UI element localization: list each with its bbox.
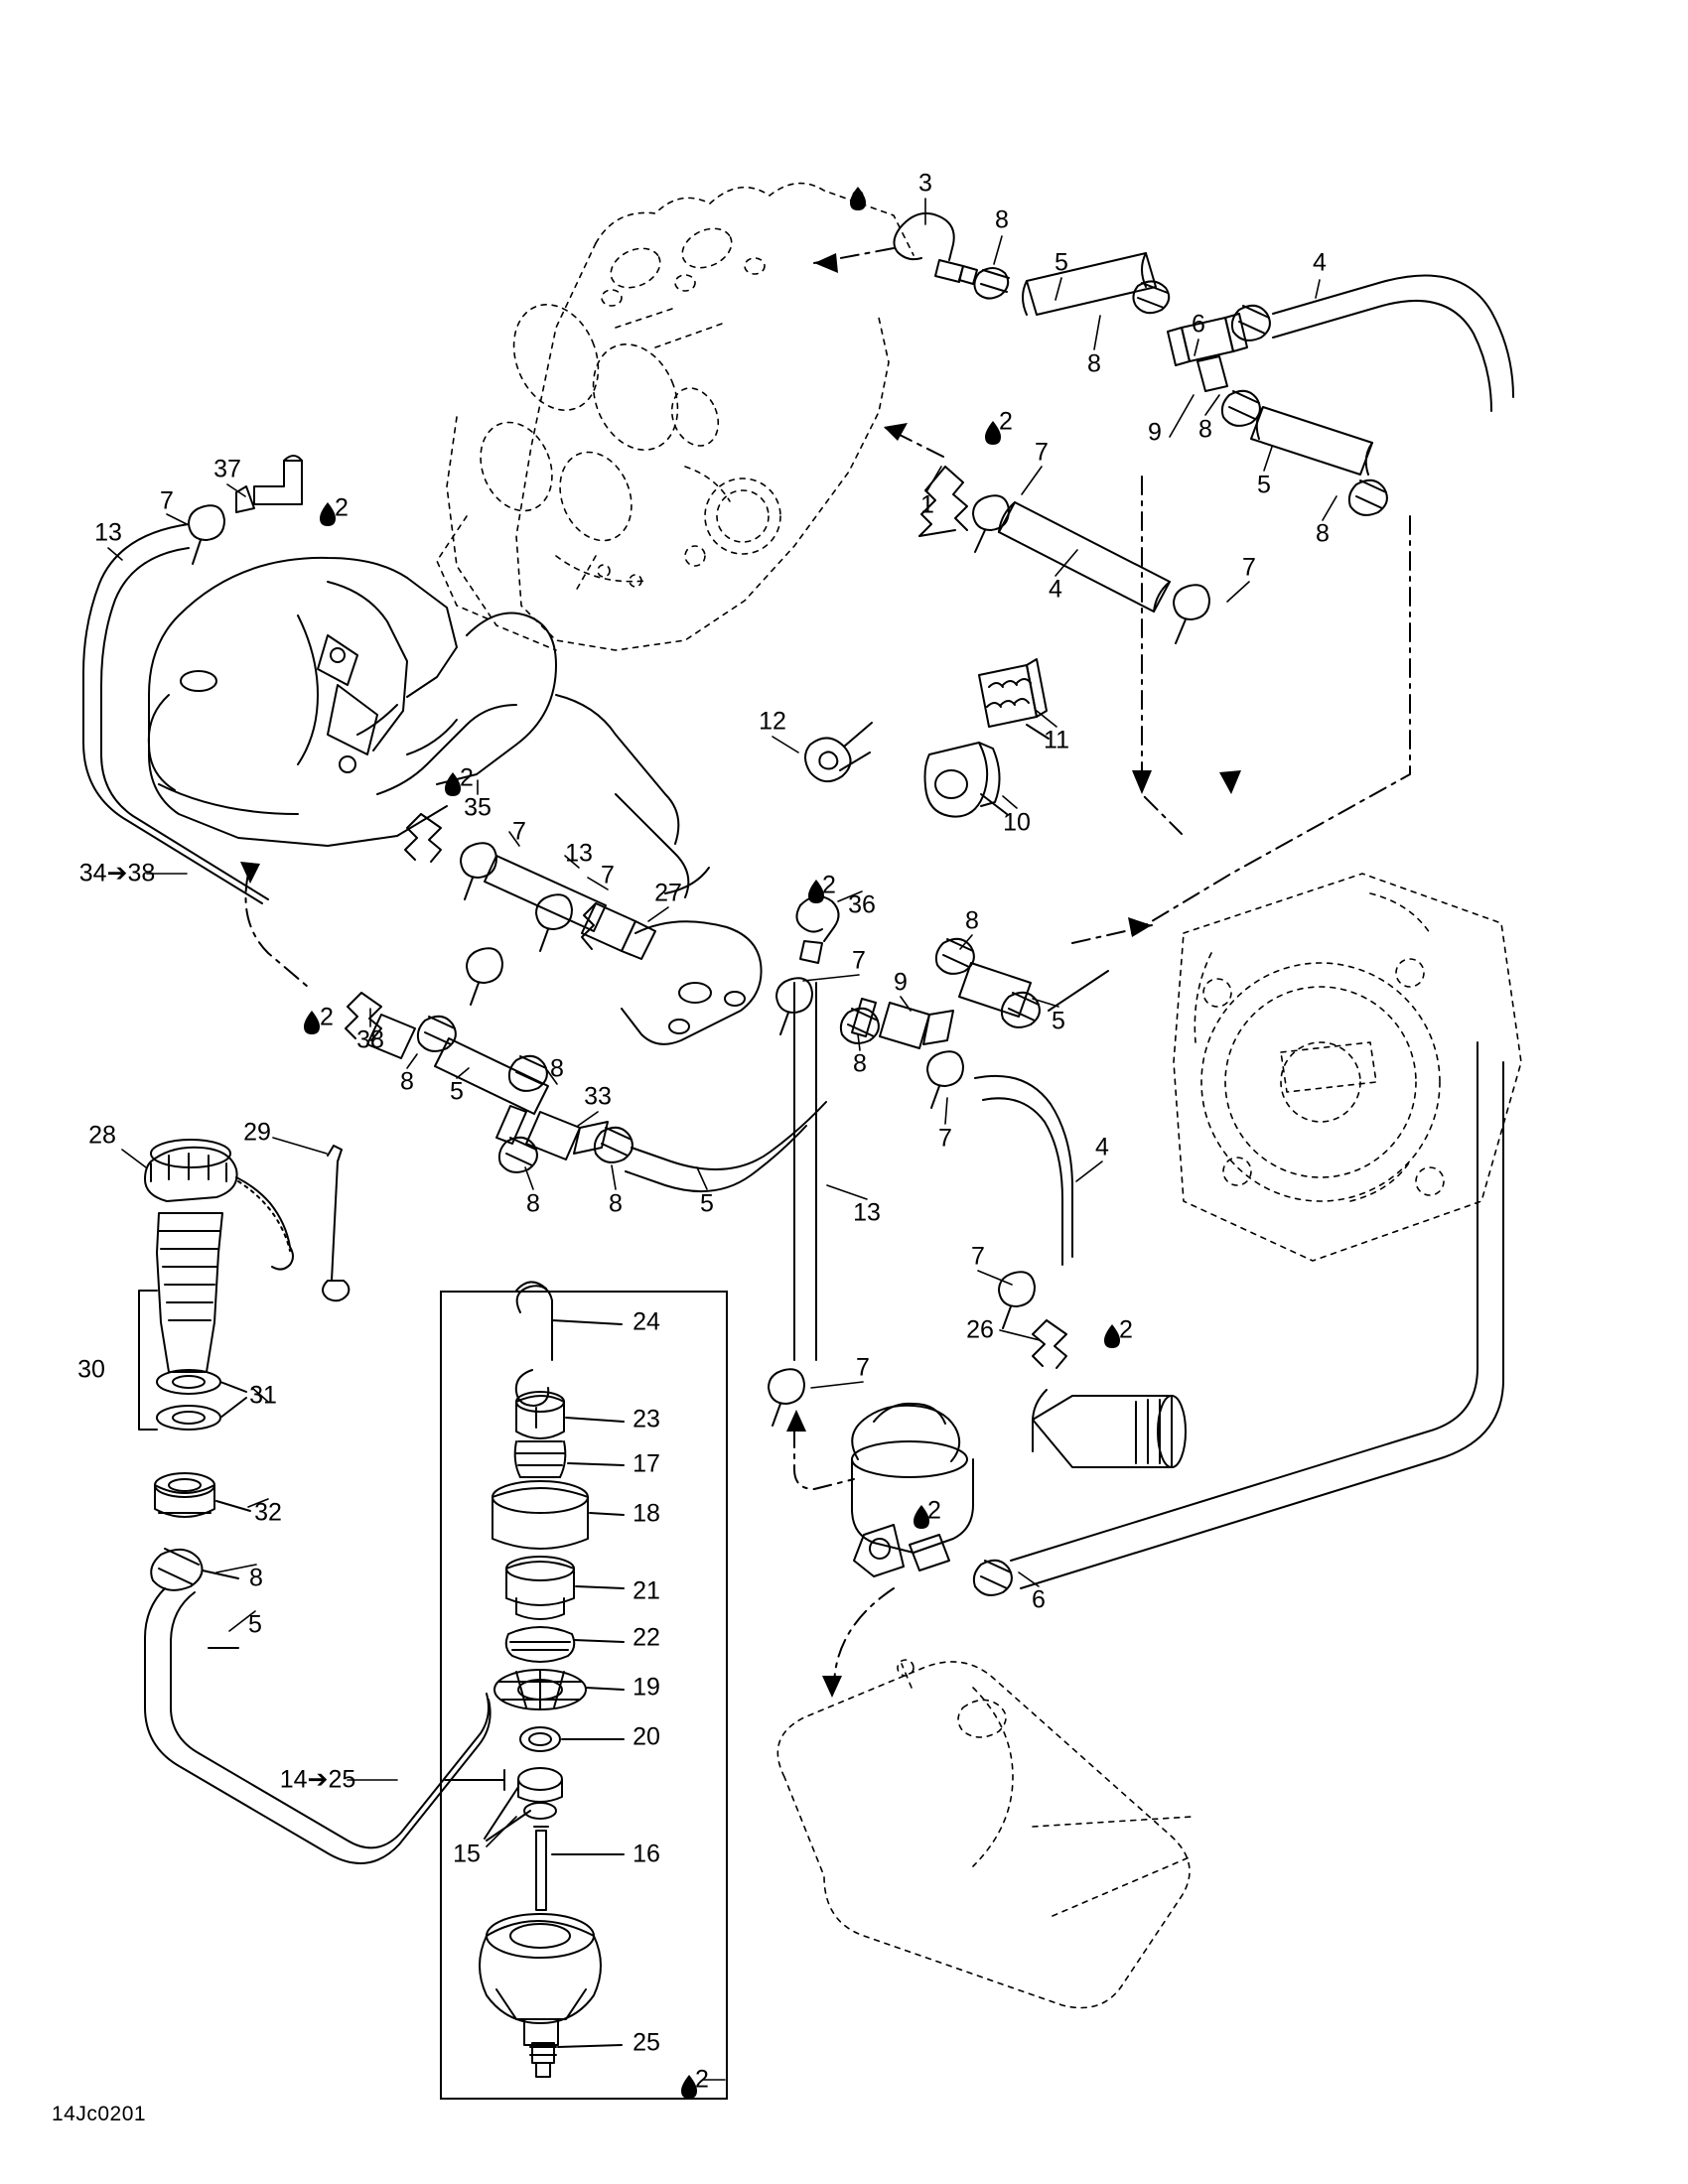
callout-9: 9 — [1148, 418, 1162, 447]
callout-7: 7 — [1242, 553, 1256, 582]
inset-detail-box — [440, 1291, 728, 2100]
hose-5-right-mid — [959, 963, 1031, 1017]
callout-36: 36 — [848, 890, 876, 919]
mounting-plate — [622, 921, 762, 1044]
callout-16: 16 — [633, 1840, 660, 1868]
callout-6: 6 — [1192, 310, 1205, 339]
hose-4-mid — [999, 502, 1170, 612]
diagram-code: 14Jc0201 — [52, 2103, 147, 2125]
callout-8: 8 — [249, 1564, 263, 1592]
part-11-clip — [979, 659, 1047, 727]
expansion-tank — [852, 1404, 973, 1576]
washers-31 — [157, 1370, 220, 1430]
callout-8: 8 — [995, 205, 1009, 234]
callout-35: 35 — [464, 793, 492, 822]
callout-23: 23 — [633, 1405, 660, 1433]
callout-2: 2 — [851, 186, 865, 214]
callout-2: 2 — [460, 763, 474, 792]
callout-6: 6 — [1032, 1585, 1046, 1614]
callout-14-25: 14➔25 — [279, 1765, 356, 1794]
callout-7: 7 — [512, 817, 526, 846]
callout-8: 8 — [1198, 415, 1212, 444]
clamp-7-f — [467, 948, 502, 1005]
clamp-8-k — [841, 1009, 879, 1043]
clamp-8-l — [151, 1549, 202, 1590]
part-9-t-fitting — [1168, 310, 1247, 391]
callout-2: 2 — [822, 871, 836, 899]
hose-5-bottom-arc — [626, 1102, 826, 1191]
callout-34-38: 34➔38 — [78, 859, 156, 887]
clamp-8-d — [1349, 480, 1387, 515]
callout-22: 22 — [633, 1623, 660, 1652]
callout-8: 8 — [965, 906, 979, 935]
callout-5: 5 — [1257, 471, 1271, 499]
callout-5: 5 — [1052, 1007, 1065, 1035]
hose-4-lower — [975, 1076, 1072, 1265]
callout-25: 25 — [633, 2028, 660, 2057]
clamp-8-e — [418, 1017, 456, 1051]
callout-24: 24 — [633, 1307, 660, 1336]
part-29-pin — [323, 1146, 349, 1300]
hose-5-lower-left — [145, 1588, 491, 1863]
callout-19: 19 — [633, 1673, 660, 1702]
callout-5: 5 — [248, 1610, 262, 1639]
callout-17: 17 — [633, 1449, 660, 1478]
part-36-elbow — [796, 896, 838, 963]
hose-13-center — [794, 983, 816, 1360]
clamp-8-f — [509, 1056, 547, 1091]
callout-29: 29 — [243, 1118, 271, 1147]
clamp-8-h — [595, 1128, 633, 1162]
callout-32: 32 — [254, 1498, 282, 1527]
muffler-outline — [777, 1660, 1192, 2008]
hose-6-long — [1011, 1042, 1503, 1588]
part-37-elbow — [236, 456, 302, 512]
clamp-6-b — [974, 1561, 1012, 1595]
callout-37: 37 — [213, 455, 241, 483]
callout-33: 33 — [584, 1082, 612, 1111]
callout-5: 5 — [700, 1189, 714, 1218]
callout-4: 4 — [1095, 1133, 1109, 1161]
engine-block-outline — [437, 184, 914, 650]
callout-38: 38 — [356, 1025, 384, 1054]
clamp-7-h — [927, 1051, 963, 1108]
hose-13-left — [83, 524, 268, 903]
filler-neck-30 — [157, 1213, 222, 1372]
clamp-7-i — [999, 1272, 1035, 1328]
callout-10: 10 — [1003, 808, 1031, 837]
callout-20: 20 — [633, 1722, 660, 1751]
callout-4: 4 — [1049, 575, 1062, 604]
callout-28: 28 — [88, 1121, 116, 1150]
part-33-t-fitting — [496, 1106, 608, 1160]
part-12-tie-wrap — [805, 723, 872, 781]
callout-8: 8 — [400, 1067, 414, 1096]
clamp-8-c — [1222, 391, 1260, 426]
clamp-8-a — [974, 268, 1009, 299]
callout-7: 7 — [852, 946, 866, 975]
oil-tank — [149, 558, 709, 897]
callout-13: 13 — [853, 1198, 881, 1227]
cylinder-filter — [1033, 1396, 1186, 1467]
callout-21: 21 — [633, 1576, 660, 1605]
callout-2: 2 — [320, 1003, 334, 1031]
clamp-7-e — [536, 894, 572, 951]
callout-7: 7 — [601, 861, 615, 889]
callout-12: 12 — [759, 707, 786, 736]
callout-8: 8 — [1316, 519, 1330, 548]
callout-7: 7 — [1035, 438, 1049, 467]
callout-30: 30 — [77, 1355, 105, 1384]
callout-7: 7 — [938, 1124, 952, 1153]
callout-1: 1 — [920, 490, 934, 519]
callout-18: 18 — [633, 1499, 660, 1528]
callout-26: 26 — [966, 1315, 994, 1344]
clamp-8-g — [499, 1138, 537, 1172]
callout-2: 2 — [335, 493, 349, 522]
callout-13: 13 — [565, 839, 593, 868]
callout-11: 11 — [1044, 726, 1069, 754]
callout-15: 15 — [453, 1840, 481, 1868]
callout-8: 8 — [550, 1054, 564, 1083]
callout-5: 5 — [450, 1077, 464, 1106]
callout-7: 7 — [971, 1242, 985, 1271]
clamp-6-a — [1232, 306, 1270, 341]
part-32-nut — [155, 1473, 214, 1517]
rear-housing-outline — [1174, 874, 1521, 1261]
callout-9: 9 — [894, 968, 908, 997]
callout-5: 5 — [1055, 248, 1068, 277]
callout-31: 31 — [249, 1381, 277, 1410]
callout-4: 4 — [1313, 248, 1327, 277]
hose-5-second — [1251, 407, 1372, 475]
part-3-elbow — [894, 213, 977, 284]
callout-7: 7 — [856, 1353, 870, 1382]
part-10-clamp-block — [925, 743, 1000, 817]
clamp-8-b — [1133, 281, 1169, 313]
callout-13: 13 — [94, 518, 122, 547]
callout-2: 2 — [927, 1496, 941, 1525]
clamp-7-b — [1174, 585, 1209, 643]
clamp-7-d — [461, 843, 496, 899]
callout-2: 2 — [999, 407, 1013, 436]
callout-2: 2 — [695, 2065, 709, 2094]
callout-3: 3 — [918, 169, 932, 198]
callout-2: 2 — [1119, 1315, 1133, 1344]
hose-4-top — [1273, 275, 1513, 411]
clamp-7-c — [189, 505, 224, 564]
callout-8: 8 — [609, 1189, 623, 1218]
callout-8: 8 — [1087, 349, 1101, 378]
callout-27: 27 — [654, 879, 682, 907]
callout-8: 8 — [526, 1189, 540, 1218]
callout-7: 7 — [160, 486, 174, 515]
callout-8: 8 — [853, 1049, 867, 1078]
